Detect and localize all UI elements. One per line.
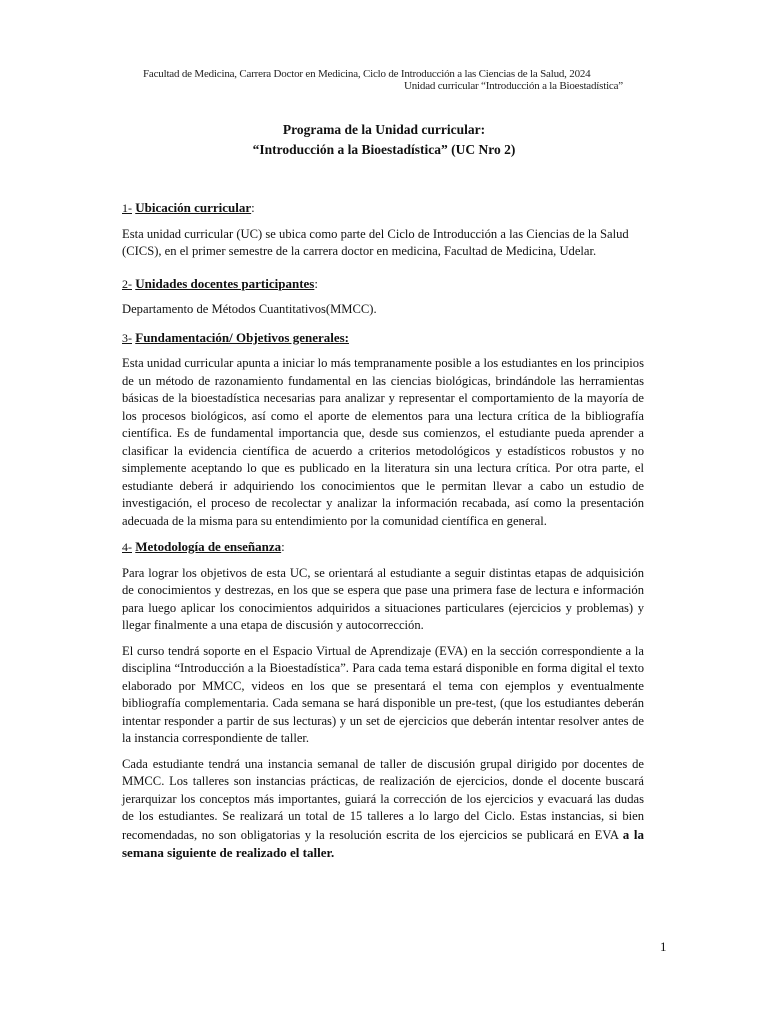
section-title: Metodología de enseñanza bbox=[135, 539, 282, 554]
paragraph: Esta unidad curricular (UC) se ubica como parte del Ciclo de Introducción a las Ciencias de la Salud (CICS), en el primer semestre de la carrera doctor en medicina, Facultad de Medicina, Udelar. bbox=[122, 226, 629, 258]
page-number: 1 bbox=[660, 939, 667, 954]
section-4-heading: 4- Metodología de enseñanza: bbox=[122, 539, 285, 554]
section-1-heading: 1- Ubicación curricular: bbox=[122, 200, 255, 215]
section-2-heading: 2- Unidades docentes participantes: bbox=[122, 275, 318, 291]
paragraph: Cada estudiante tendrá una instancia semanal de taller de discusión grupal dirigido por docentes de MMCC. Los talleres son instancias prácticas, de realización de ejercicios, donde el docente buscará jerarquizar los conceptos más importantes, guiará la corrección de los ejercicios y evacuará las dudas de los estudiantes. Se realizará un total de 15 talleres a lo largo del Ciclo. Estas instancias, si bien recomendadas, no son obligatorias y la resolución escrita de los ejercicios se publicará en EVA a la semana siguiente de realizado el taller. bbox=[122, 756, 644, 860]
section-number: 1- bbox=[122, 201, 132, 215]
section-title: Unidades docentes participantes bbox=[135, 275, 315, 291]
document-body bbox=[122, 199, 644, 871]
paragraph: Departamento de Métodos Cuantitativos(MMCC). bbox=[122, 302, 377, 316]
paragraph: Esta unidad curricular apunta a iniciar lo más tempranamente posible a los estudiantes en los principios de un método de razonamiento fundamental en las ciencias biológicas, brindándole las herramientas básicas de la bioestadística necesarias para analizar y representar el comportamiento de la mayoría de los procesos biológicos, así como el aporte de elementos para una lectura crítica de la bibliografía científica. Es de fundamental importancia que, desde sus comienzos, el estudiante pueda aprender a clasificar la evidencia científica de acuerdo a criterios metodológicos y estadísticos robustos y no simplemente aceptando lo que es publicado en la literatura sin una lectura crítica. Por otra parte, el estudiante deberá ir adquiriendo los conocimientos que le permitan llevar a cabo un estudio de investigación, el proceso de recolectar y analizar la información recabada, así como la presentación adecuada de la misma para su entendimiento por la comunidad científica en general. bbox=[122, 356, 644, 528]
section-number: 3- bbox=[122, 330, 132, 345]
document-subtitle: “Introducción a la Bioestadística” (UC Nro 2) bbox=[252, 142, 516, 157]
emphasized-text: a la semana siguiente de realizado el taller. bbox=[122, 826, 644, 860]
running-header-line-1: Facultad de Medicina, Carrera Doctor en Medicina, Ciclo de Introducción a las Ciencias de la Salud, 2024 bbox=[143, 68, 591, 80]
section-number: 4- bbox=[122, 540, 132, 554]
section-3-heading bbox=[122, 329, 644, 348]
section-title: Fundamentación/ Objetivos generales: bbox=[135, 329, 350, 345]
running-header-line-2: Unidad curricular “Introducción a la Bioestadística” bbox=[404, 80, 623, 92]
section-number: 2- bbox=[122, 276, 132, 291]
document-title: Programa de la Unidad curricular: bbox=[282, 122, 486, 137]
paragraph: Para lograr los objetivos de esta UC, se orientará al estudiante a seguir distintas etapas de adquisición de conocimientos y destrezas, en los que se espera que pase una primera fase de lectura e información para luego aplicar los conocimientos adquiridos a situaciones particulares (ejercicios y problemas) y llegar finalmente a una etapa de discusión y autocorrección. bbox=[122, 565, 644, 632]
section-title: Ubicación curricular bbox=[135, 200, 252, 215]
paragraph: El curso tendrá soporte en el Espacio Virtual de Aprendizaje (EVA) en la sección correspondiente a la disciplina “Introducción a la Bioestadística”. Para cada tema estará disponible en forma digital el texto elaborado por MMCC, videos en los que se presentará el tema con ejemplos y eventualmente bibliografía complementaria. Cada semana se hará disponible un pre-test, (que los estudiantes deberán intentar responder a partir de sus lecturas) y un set de ejercicios que deberán intentar resolver antes de la instancia correspondiente de taller. bbox=[122, 643, 644, 745]
